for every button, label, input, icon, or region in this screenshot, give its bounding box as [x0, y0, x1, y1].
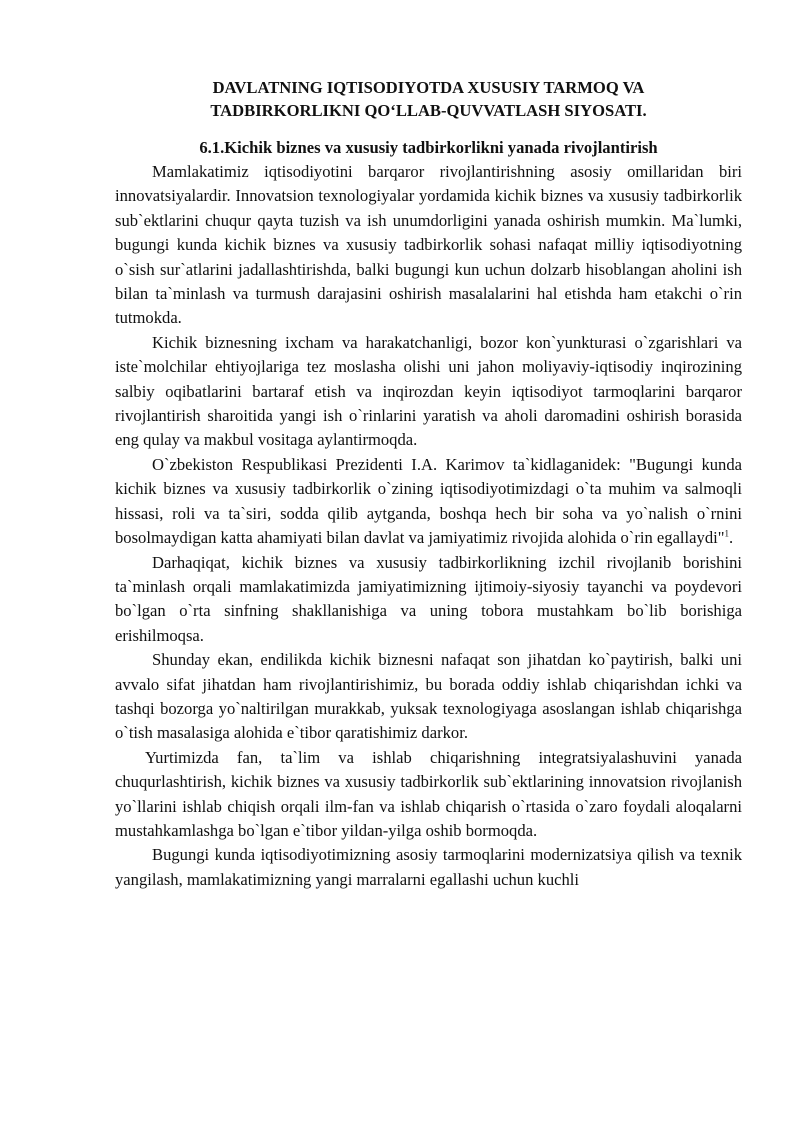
title-line-2: TADBIRKORLIKNI QO‘LLAB-QUVVATLASH SIYOSATI. [210, 101, 647, 120]
title-line-1: DAVLATNING IQTISODIYOTDA XUSUSIY TARMOQ VA [212, 78, 645, 97]
paragraph-3 [115, 453, 742, 551]
paragraph-1: Mamlakatimiz iqtisodiyotini barqaror rivojlantirishning asosiy omillaridan biri innovatsiyalardir. Innovatsion texnologiyalar yordamida kichik biznes va xususiy tadbirkorlik sub`ektlarini chuqur qayta tuzish va ish unumdorligini yanada oshirish mumkin. Ma`lumki, bugungi kunda kichik biznes va xususiy tadbirkorlik sohasi nafaqat milliy iqtisodiyotning o`sish sur`atlarini jadallashtirishda, balki bugungi kun uchun dolzarb hisoblangan aholini ish bilan ta`minlash va turmush darajasini oshirish masalalarini hal etishda ham etakchi o`rin tutmokda. [115, 162, 742, 328]
paragraph-7: Bugungi kunda iqtisodiyotimizning asosiy tarmoqlarini modernizatsiya qilish va texnik yangilash, mamlakatimizning yangi marralarni egallashi uchun kuchli [115, 845, 742, 889]
paragraph-2: Kichik biznesning ixcham va harakatchanligi, bozor kon`yunkturasi o`zgarishlari va iste`molchilar ehtiyojlariga tez moslasha olishi uni jahon moliyaviy-iqtisodiy inqirozining salbiy oqibatlarini bartaraf etish va inqirozdan keyin iqtisodiyot tarmoqlarini barqaror rivojlantirish sharoitida yangi ish o`rinlarini yaratish va aholi daromadini oshirish borasida eng qulay va makbul vositaga aylantirmoqda. [115, 332, 742, 450]
section-heading: 6.1.Kichik biznes va xususiy tadbirkorlikni yanada rivojlantirish [199, 138, 658, 157]
paragraph-4: Darhaqiqat, kichik biznes va xususiy tadbirkorlikning izchil rivojlanib borishini ta`minlash orqali mamlakatimizda jamiyatimizning ijtimoiy-siyosiy tayanchi va poydevori bo`lgan o`rta sinfning shakllanishiga va uning tobora mustahkam bo`lib borishiga erishilmoqsa. [115, 552, 742, 645]
paragraph-6: Yurtimizda fan, ta`lim va ishlab chiqarishning integratsiyalashuvini yanada chuqurlashtirish, kichik biznes va xususiy tadbirkorlik sub`ektlarining innovatsion rivojlanish yo`llarini ishlab chiqish orqali ilm-fan va ishlab chiqarish o`rtasida o`zaro foydali aloqalarni mustahkamlashga bo`lgan e`tibor yildan-yilga oshib bormoqda. [115, 747, 742, 840]
paragraph-5: Shunday ekan, endilikda kichik biznesni nafaqat son jihatdan ko`paytirish, balki uni avvalo sifat jihatdan ham rivojlantirishimiz, bu borada oddiy ishlab chiqarishdan ichki va tashqi bozorga yo`naltirilgan murakkab, yuksak texnologiyaga asoslangan ishlab chiqarishga o`tish masalasiga alohida e`tibor qaratishimiz darkor. [115, 650, 742, 743]
footnote-reference: 1 [724, 528, 729, 539]
paragraph-3-text: O`zbekiston Respublikasi Prezidenti I.A. Karimov ta`kidlaganidek: "Bugungi kunda kichik biznes va xususiy tadbirkorlik o`zining iqtisodiyotimizdagi o`ta muhim va salmoqli hissasi, roli va ta`siri, sodda qilib aytganda, boshqa hech bir soha va yo`nalish o`rnini bosolmaydigan katta ahamiyati bilan davlat va jamiyatimiz rivojida alohida o`rin egallaydi" [115, 454, 742, 548]
document-title [115, 76, 742, 122]
document-page [115, 76, 742, 892]
paragraph-3-end: . [729, 528, 734, 548]
